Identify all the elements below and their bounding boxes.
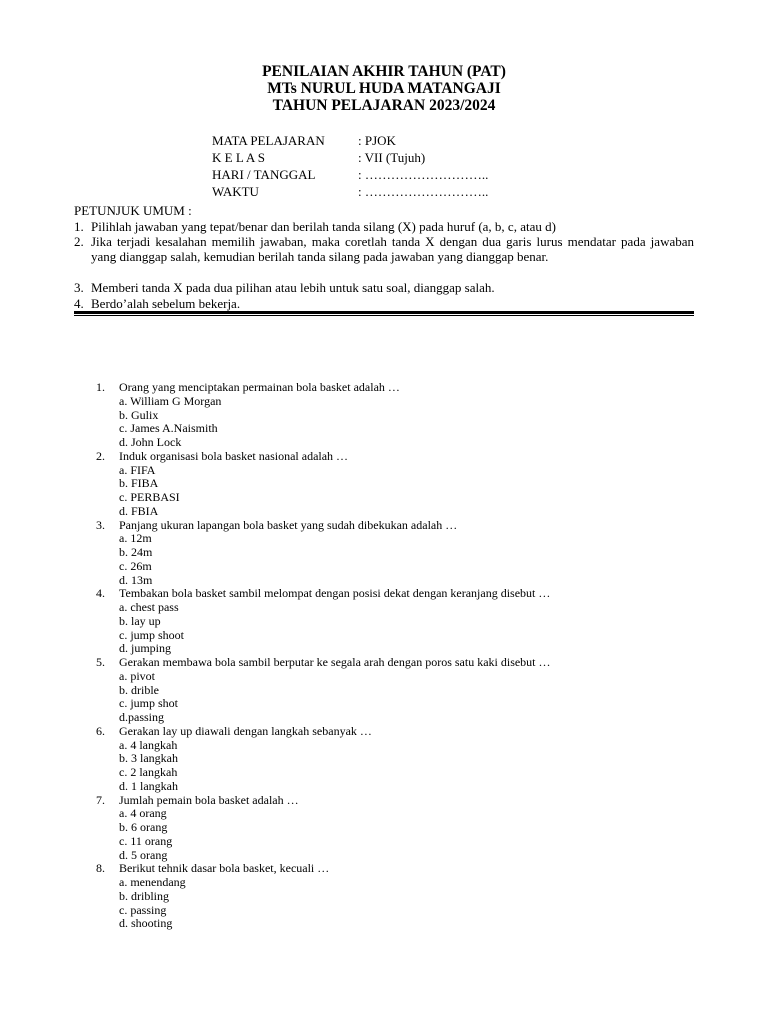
answer-option: d. 1 langkah	[119, 778, 178, 793]
answer-option: a. FIFA	[119, 462, 156, 477]
answer-option: c. jump shoot	[119, 627, 184, 642]
question-text: Gerakan lay up diawali dengan langkah sebanyak …	[119, 723, 372, 738]
question-number: 3.	[96, 517, 105, 532]
question-item	[96, 450, 551, 519]
question-number: 2.	[96, 448, 105, 463]
instruction-number: 3.	[74, 280, 84, 295]
answer-option: b. Gulix	[119, 407, 159, 422]
instruction-text: Pilihlah jawaban yang tepat/benar dan berilah tanda silang (X) pada huruf (a, b, c, atau d)	[91, 219, 556, 234]
answer-option: c. 11 orang	[119, 833, 173, 848]
question-item	[96, 794, 551, 863]
answer-option: b. 6 orang	[119, 820, 168, 834]
academic-year: TAHUN PELAJARAN 2023/2024	[272, 97, 496, 114]
answer-option: b. FIBA	[119, 476, 159, 491]
answer-option: a. 4 orang	[119, 806, 167, 821]
question-number: 8.	[96, 861, 105, 876]
answer-option: c. PERBASI	[119, 490, 180, 504]
instructions-heading: PETUNJUK UMUM :	[74, 203, 192, 218]
answer-option: a. pivot	[119, 668, 155, 683]
question-text: Tembakan bola basket sambil melompat dengan posisi dekat dengan keranjang disebut …	[119, 586, 551, 601]
answer-option: d.passing	[119, 710, 164, 724]
question-item	[96, 656, 551, 725]
question-number: 1.	[96, 380, 105, 394]
instruction-number: 1.	[74, 219, 84, 234]
question-number: 7.	[96, 792, 105, 807]
answer-option: c. passing	[119, 902, 167, 917]
answer-option: d. shooting	[119, 916, 173, 931]
question-item	[96, 381, 551, 450]
instruction-item	[74, 296, 694, 311]
info-label: MATA PELAJARAN	[212, 133, 325, 148]
answer-option: d. 5 orang	[119, 847, 168, 862]
info-label: HARI / TANGGAL	[212, 167, 316, 182]
info-value: : VII (Tujuh)	[358, 150, 426, 165]
instruction-text: Berdo’alah sebelum bekerja.	[91, 296, 241, 311]
answer-option: b. lay up	[119, 613, 161, 628]
header-divider-thin	[74, 315, 694, 316]
answer-option: c. jump shot	[119, 696, 178, 711]
instruction-number: 2.	[74, 234, 84, 249]
question-number: 5.	[96, 655, 105, 669]
question-text: Induk organisasi bola basket nasional adalah …	[119, 448, 349, 463]
instruction-item	[74, 219, 694, 234]
question-item	[96, 862, 551, 931]
answer-option: a. William G Morgan	[119, 393, 222, 408]
info-label: K E L A S	[212, 150, 265, 165]
question-text: Gerakan membawa bola sambil berputar ke segala arah dengan poros satu kaki disebut …	[119, 655, 551, 669]
question-text: Berikut tehnik dasar bola basket, kecuali …	[119, 861, 330, 876]
info-value: : PJOK	[358, 133, 396, 148]
question-item	[96, 519, 551, 588]
school-name: MTs NURUL HUDA MATANGAJI	[267, 80, 501, 97]
header-divider-thick	[74, 311, 694, 314]
instruction-text: Jika terjadi kesalahan memilih jawaban, maka coretlah tanda X dengan dua garis lurus mendatar pada jawaban yang dianggap salah, kemudian berilah tanda silang pada jawaban yang dianggap benar.	[91, 234, 694, 264]
answer-option: a. menendang	[119, 875, 186, 889]
question-item	[96, 725, 551, 794]
info-value: : ………………………..	[358, 184, 489, 199]
answer-option: b. 3 langkah	[119, 751, 178, 766]
instruction-item	[74, 234, 694, 264]
answer-option: d. FBIA	[119, 503, 159, 518]
instruction-number: 4.	[74, 296, 84, 311]
answer-option: c. 26m	[119, 558, 152, 573]
answer-option: b. 24m	[119, 545, 153, 559]
answer-option: c. 2 langkah	[119, 765, 178, 779]
answer-option: d. 13m	[119, 572, 153, 587]
answer-option: c. James A.Naismith	[119, 421, 218, 436]
info-value: : ………………………..	[358, 167, 489, 182]
exam-title: PENILAIAN AKHIR TAHUN (PAT)	[262, 63, 506, 80]
instruction-item	[74, 280, 694, 295]
info-label: WAKTU	[212, 184, 259, 199]
question-number: 6.	[96, 723, 105, 738]
question-number: 4.	[96, 586, 105, 601]
instruction-text: Memberi tanda X pada dua pilihan atau lebih untuk satu soal, dianggap salah.	[91, 280, 495, 295]
answer-option: d. John Lock	[119, 435, 182, 449]
question-list	[96, 381, 551, 931]
answer-option: a. chest pass	[119, 600, 179, 614]
answer-option: a. 12m	[119, 531, 152, 546]
answer-option: d. jumping	[119, 641, 172, 656]
answer-option: a. 4 langkah	[119, 737, 178, 752]
question-text: Panjang ukuran lapangan bola basket yang sudah dibekukan adalah …	[119, 517, 458, 532]
answer-option: b. dribling	[119, 888, 169, 903]
answer-option: b. drible	[119, 682, 159, 697]
question-text: Orang yang menciptakan permainan bola basket adalah …	[119, 380, 400, 394]
question-item	[96, 587, 551, 656]
question-text: Jumlah pemain bola basket adalah …	[119, 792, 299, 807]
